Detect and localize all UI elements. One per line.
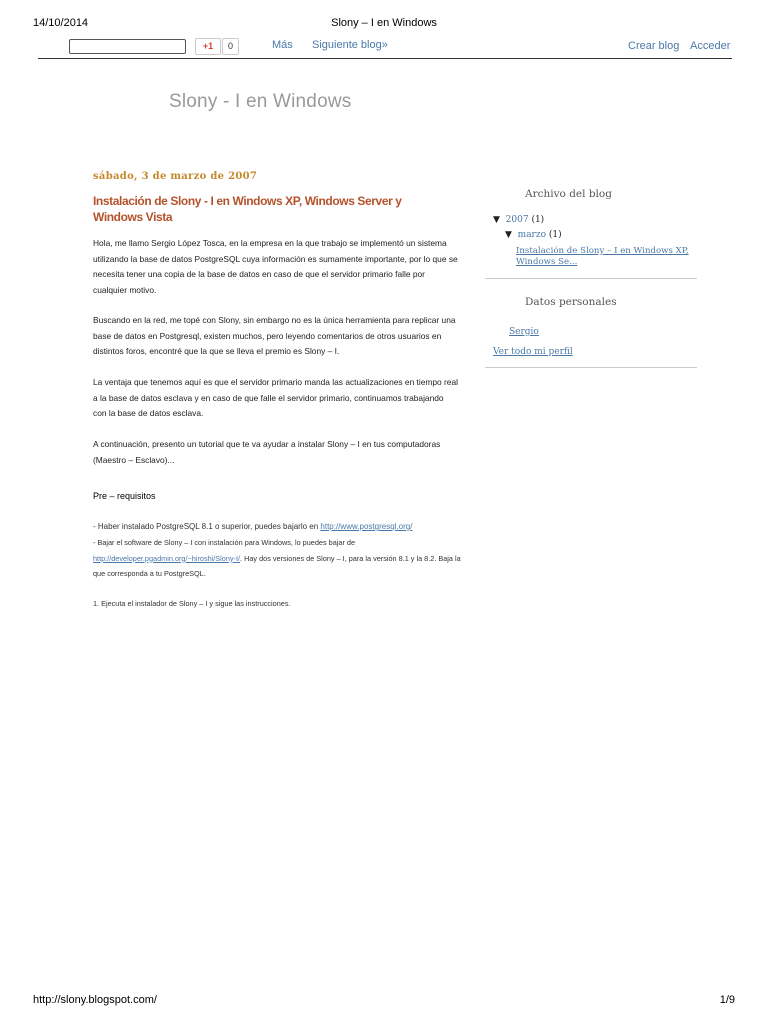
requirement-1-text: - Haber instalado PostgreSQL 8.1 o superior, puedes bajarlo en bbox=[93, 522, 321, 531]
requirement-2 bbox=[93, 535, 463, 582]
more-link[interactable]: Más bbox=[272, 39, 293, 51]
google-plus-label: +1 bbox=[202, 41, 214, 51]
install-step-1: 1. Ejecuta el instalador de Slony – I y sigue las instrucciones. bbox=[93, 599, 291, 608]
postgresql-link[interactable]: http://www.postgresql.org/ bbox=[320, 522, 413, 531]
full-profile-link[interactable]: Ver todo mi perfil bbox=[493, 347, 573, 357]
print-date: 14/10/2014 bbox=[33, 17, 89, 29]
prereq-heading: Pre – requisitos bbox=[93, 491, 156, 501]
post-date: sábado, 3 de marzo de 2007 bbox=[93, 171, 258, 182]
archive-post-link[interactable]: Instalación de Slony – I en Windows XP, Windows Se... bbox=[516, 246, 689, 267]
post-paragraph-1: Hola, me llamo Sergio López Tosca, en la empresa en la que trabajo se implementó un sistema utilizando la base de datos PostgreSQL cuya información es sumamente importante, por lo que se necesita tener una copia de la base de datos en caso de que el servidor primario falle por cualquier motivo. bbox=[93, 238, 458, 295]
author-name-link[interactable]: Sergio bbox=[509, 327, 539, 337]
archive-month bbox=[505, 230, 562, 240]
archive-month-count: (1) bbox=[548, 230, 562, 240]
archive-year-count: (1) bbox=[531, 215, 545, 225]
google-plus-count: 0 bbox=[222, 38, 239, 55]
archive-heading: Archivo del blog bbox=[525, 188, 612, 200]
archive-year bbox=[493, 215, 544, 225]
login-link[interactable]: Acceder bbox=[690, 40, 731, 52]
print-title: Slony – I en Windows bbox=[331, 17, 437, 29]
print-page-number: 1/9 bbox=[719, 994, 735, 1006]
post-paragraph-3: La ventaja que tenemos aquí es que el servidor primario manda las actualizaciones en tiempo real a la base de datos esclava y en caso de que falle el servidor primario, continuamos trabajando con la base de datos esclava. bbox=[93, 377, 458, 418]
archive-month-link[interactable]: marzo bbox=[517, 230, 547, 240]
sidebar-divider bbox=[485, 367, 697, 368]
personal-heading: Datos personales bbox=[525, 296, 617, 308]
slony-download-link[interactable]: http://developer.pgadmin.org/~hiroshi/Slony-I/ bbox=[93, 553, 241, 563]
year-toggle-icon[interactable]: ▼ bbox=[493, 215, 500, 225]
post-paragraph-4: A continuación, presento un tutorial que te va ayudar a instalar Slony – I en tus computadoras (Maestro – Esclavo)... bbox=[93, 439, 441, 465]
post-title[interactable]: Instalación de Slony - I en Windows XP, Windows Server y Windows Vista bbox=[93, 194, 402, 224]
archive-year-link[interactable]: 2007 bbox=[505, 215, 529, 225]
requirement-1 bbox=[93, 519, 463, 535]
navbar-divider bbox=[38, 58, 732, 59]
create-blog-link[interactable]: Crear blog bbox=[628, 40, 680, 52]
blog-title[interactable]: Slony - I en Windows bbox=[169, 91, 352, 112]
month-toggle-icon[interactable]: ▼ bbox=[505, 230, 512, 240]
post-paragraph-2: Buscando en la red, me topé con Slony, sin embargo no es la única herramienta para replicar una base de datos en Postgresql, existen muchos, pero leyendo comentarios de otros usuarios en distintos foros, encontré que la que se lleva el premio es Slony – I. bbox=[93, 315, 456, 356]
search-input[interactable] bbox=[69, 39, 186, 54]
next-blog-link[interactable]: Siguiente blog» bbox=[312, 39, 388, 51]
requirement-2-text: - Bajar el software de Slony – I con instalación para Windows, lo puedes bajar de bbox=[93, 538, 356, 547]
google-plus-one-button[interactable] bbox=[195, 38, 221, 55]
sidebar-divider bbox=[485, 278, 697, 279]
print-url: http://slony.blogspot.com/ bbox=[33, 994, 157, 1006]
requirement-2-text-end: . Hay dos versiones de Slony – I, para la versión 8.1 y la 8.2. Baja la que corresponda a tu PostgreSQL. bbox=[93, 553, 461, 578]
